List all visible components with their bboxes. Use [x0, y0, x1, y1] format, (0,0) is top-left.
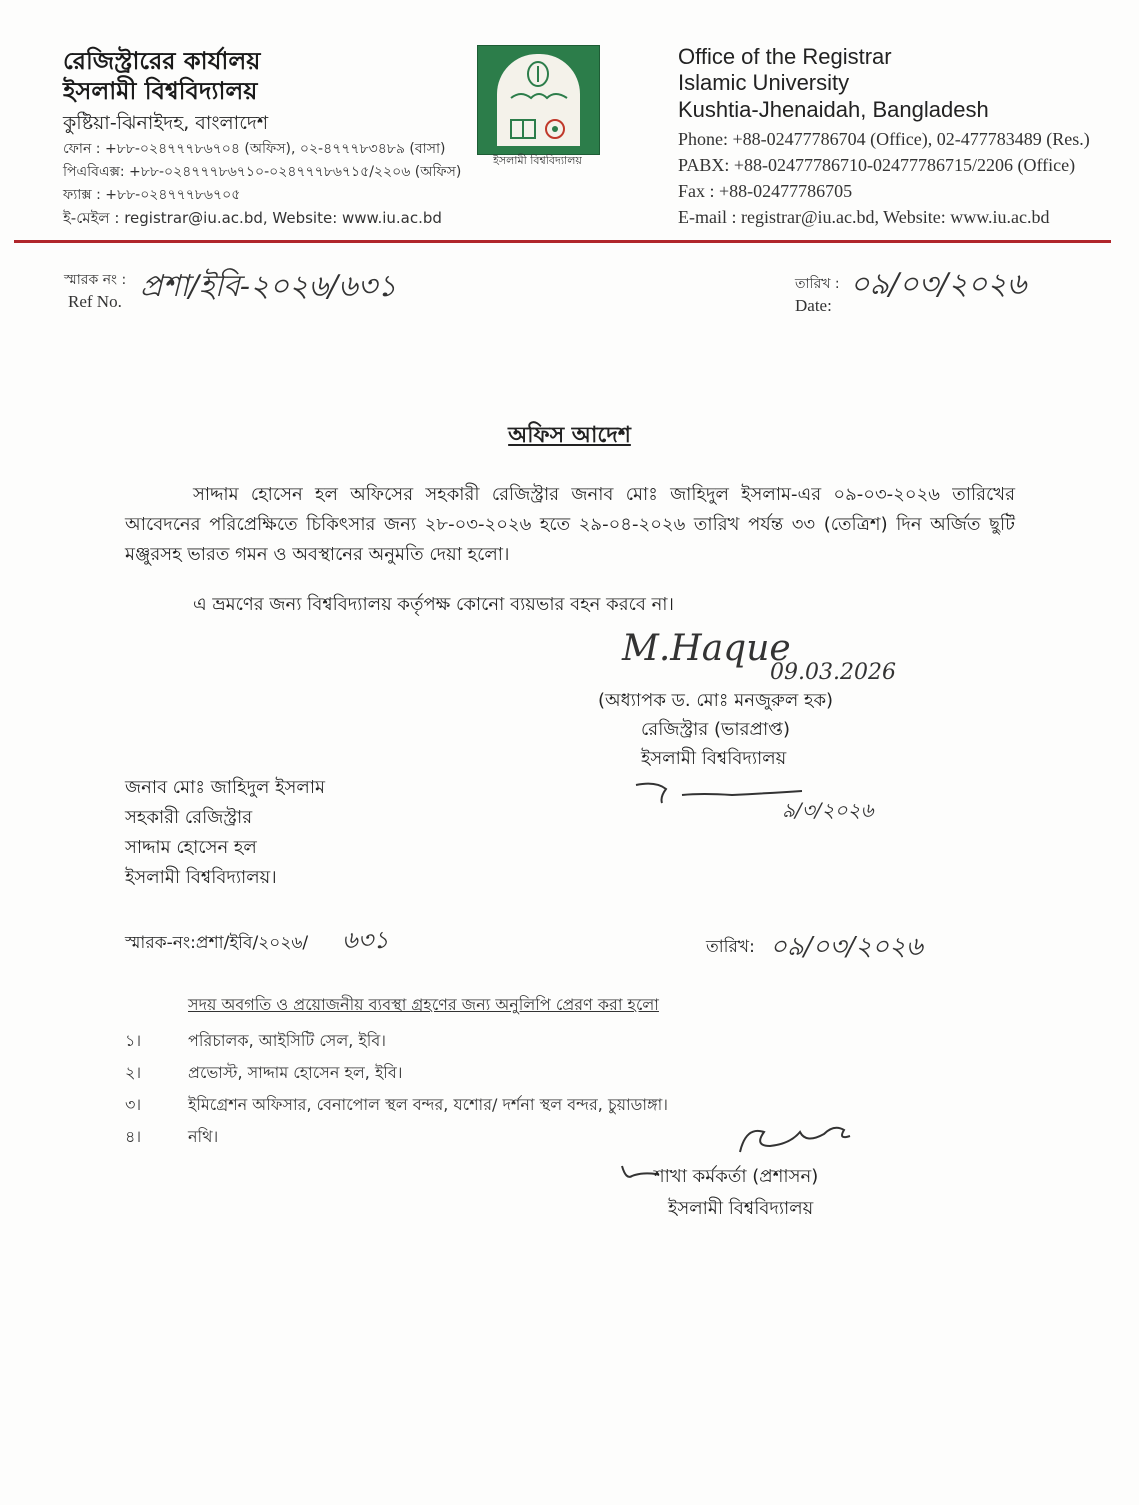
ref-label-bn: স্মারক নং :	[64, 272, 127, 288]
section-officer-signature	[730, 1118, 880, 1164]
recipient-university: ইসলামী বিশ্ববিদ্যালয়।	[125, 867, 277, 888]
pen-mark	[618, 1162, 658, 1186]
email-bn: ই-মেইল : registrar@iu.ac.bd, Website: www.iu.ac.bd	[63, 209, 442, 227]
date-label-bn: তারিখ :	[795, 276, 840, 292]
ref-number-handwritten: প্রশা/ইবি-২০২৬/৬৩১	[140, 269, 397, 304]
fax-bn: ফ্যাক্স : +৮৮-০২৪৭৭৭৮৬৭০৫	[63, 187, 241, 203]
registrar-title: রেজিস্ট্রার (ভারপ্রাপ্ত)	[641, 719, 790, 740]
phone-en: Phone: +88-02477786704 (Office), 02-477783489 (Res.)	[678, 129, 1090, 149]
email-en: E-mail : registrar@iu.ac.bd, Website: www.iu.ac.bd	[678, 207, 1050, 227]
section-officer-university: ইসলামী বিশ্ববিদ্যালয়	[668, 1198, 814, 1219]
copy-ref-label: স্মারক-নং:প্রশা/ইবি/২০২৬/	[125, 933, 309, 953]
phone-bn: ফোন : +৮৮-০২৪৭৭৭৮৬৭০৪ (অফিস), ০২-৪৭৭৭৮৩৪৮৯ (বাসা)	[63, 141, 446, 157]
copy-intro: সদয় অবগতি ও প্রয়োজনীয় ব্যবস্থা গ্রহণের জন্য অনুলিপি প্রেরণ করা হলো	[188, 995, 659, 1014]
recipient-name: জনাব মোঃ জাহিদুল ইসলাম	[125, 777, 326, 798]
header-divider	[14, 240, 1111, 243]
copy-item-text: ইমিগ্রেশন অফিসার, বেনাপোল স্থল বন্দর, যশোর/ দর্শনা স্থল বন্দর, চুয়াডাঙ্গা।	[188, 1095, 669, 1114]
ref-label-en: Ref No.	[68, 292, 122, 311]
location-bn: কুষ্টিয়া-ঝিনাইদহ, বাংলাদেশ	[63, 112, 269, 134]
order-cost-note: এ ভ্রমণের জন্য বিশ্ববিদ্যালয় কর্তৃপক্ষ কোনো ব্যয়ভার বহন করবে না।	[193, 594, 674, 615]
recipient-hall: সাদ্দাম হোসেন হল	[125, 837, 257, 858]
signature-date: 09.03.2026	[770, 660, 896, 685]
registrar-signature: M.Haque	[622, 628, 791, 669]
copy-date-label: তারিখ:	[706, 937, 755, 957]
date-label-en: Date:	[795, 296, 832, 315]
section-officer-title: শাখা কর্মকর্তা (প্রশাসন)	[654, 1166, 819, 1187]
logo-caption: ইসলামী বিশ্ববিদ্যালয়	[493, 154, 582, 167]
university-name-en: Islamic University	[678, 70, 850, 95]
emblem-icon	[497, 54, 580, 146]
copy-item-num: ১।	[125, 1031, 142, 1050]
registrar-university: ইসলামী বিশ্ববিদ্যালয়	[641, 748, 787, 769]
pabx-en: PABX: +88-02477786710-02477786715/2206 (Office)	[678, 155, 1076, 175]
university-name-bn: ইসলামী বিশ্ববিদ্যালয়	[63, 77, 258, 105]
copy-date-value: ০৯/০৩/২০২৬	[770, 932, 923, 962]
copy-item-num: ৩।	[125, 1095, 142, 1114]
office-name-en: Office of the Registrar	[678, 44, 892, 69]
recipient-designation: সহকারী রেজিস্ট্রার	[125, 807, 253, 828]
office-name-bn: রেজিস্ট্রারের কার্যালয়	[63, 47, 261, 75]
copy-item-num: ৪।	[125, 1127, 142, 1146]
pabx-bn: পিএবিএক্স: +৮৮-০২৪৭৭৭৮৬৭১০-০২৪৭৭৭৮৬৭১৫/২২০৬ (অফিস)	[63, 164, 462, 180]
copy-item-text: প্রভোস্ট, সাদ্দাম হোসেন হল, ইবি।	[188, 1063, 403, 1082]
initial-date: ৯/৩/২০২৬	[782, 798, 874, 822]
university-logo	[477, 45, 600, 155]
order-title: অফিস আদেশ	[508, 423, 631, 448]
copy-item-num: ২।	[125, 1063, 142, 1082]
copy-item-text: নথি।	[188, 1127, 219, 1146]
order-paragraph: সাদ্দাম হোসেন হল অফিসের সহকারী রেজিস্ট্রার জনাব মোঃ জাহিদুল ইসলাম-এর ০৯-০৩-২০২৬ তারিখের আবেদনের পরিপ্রেক্ষিতে চিকিৎসার জন্য ২৮-০৩-২০২৬ হতে ২৯-০৪-২০২৬ তারিখ পর্যন্ত ৩৩ (তেত্রিশ) দিন অর্জিত ছুটি মঞ্জুরসহ ভারত গমন ও অবস্থানের অনুমতি দেয়া হলো।	[125, 484, 1015, 565]
location-en: Kushtia-Jhenaidah, Bangladesh	[678, 97, 989, 122]
copy-ref-number: ৬৩১	[342, 926, 389, 954]
date-handwritten: ০৯/০৩/২০২৬	[850, 267, 1027, 302]
registrar-name: (অধ্যাপক ড. মোঃ মনজুরুল হক)	[598, 690, 834, 711]
fax-en: Fax : +88-02477786705	[678, 181, 853, 201]
copy-item-text: পরিচালক, আইসিটি সেল, ইবি।	[188, 1031, 386, 1050]
